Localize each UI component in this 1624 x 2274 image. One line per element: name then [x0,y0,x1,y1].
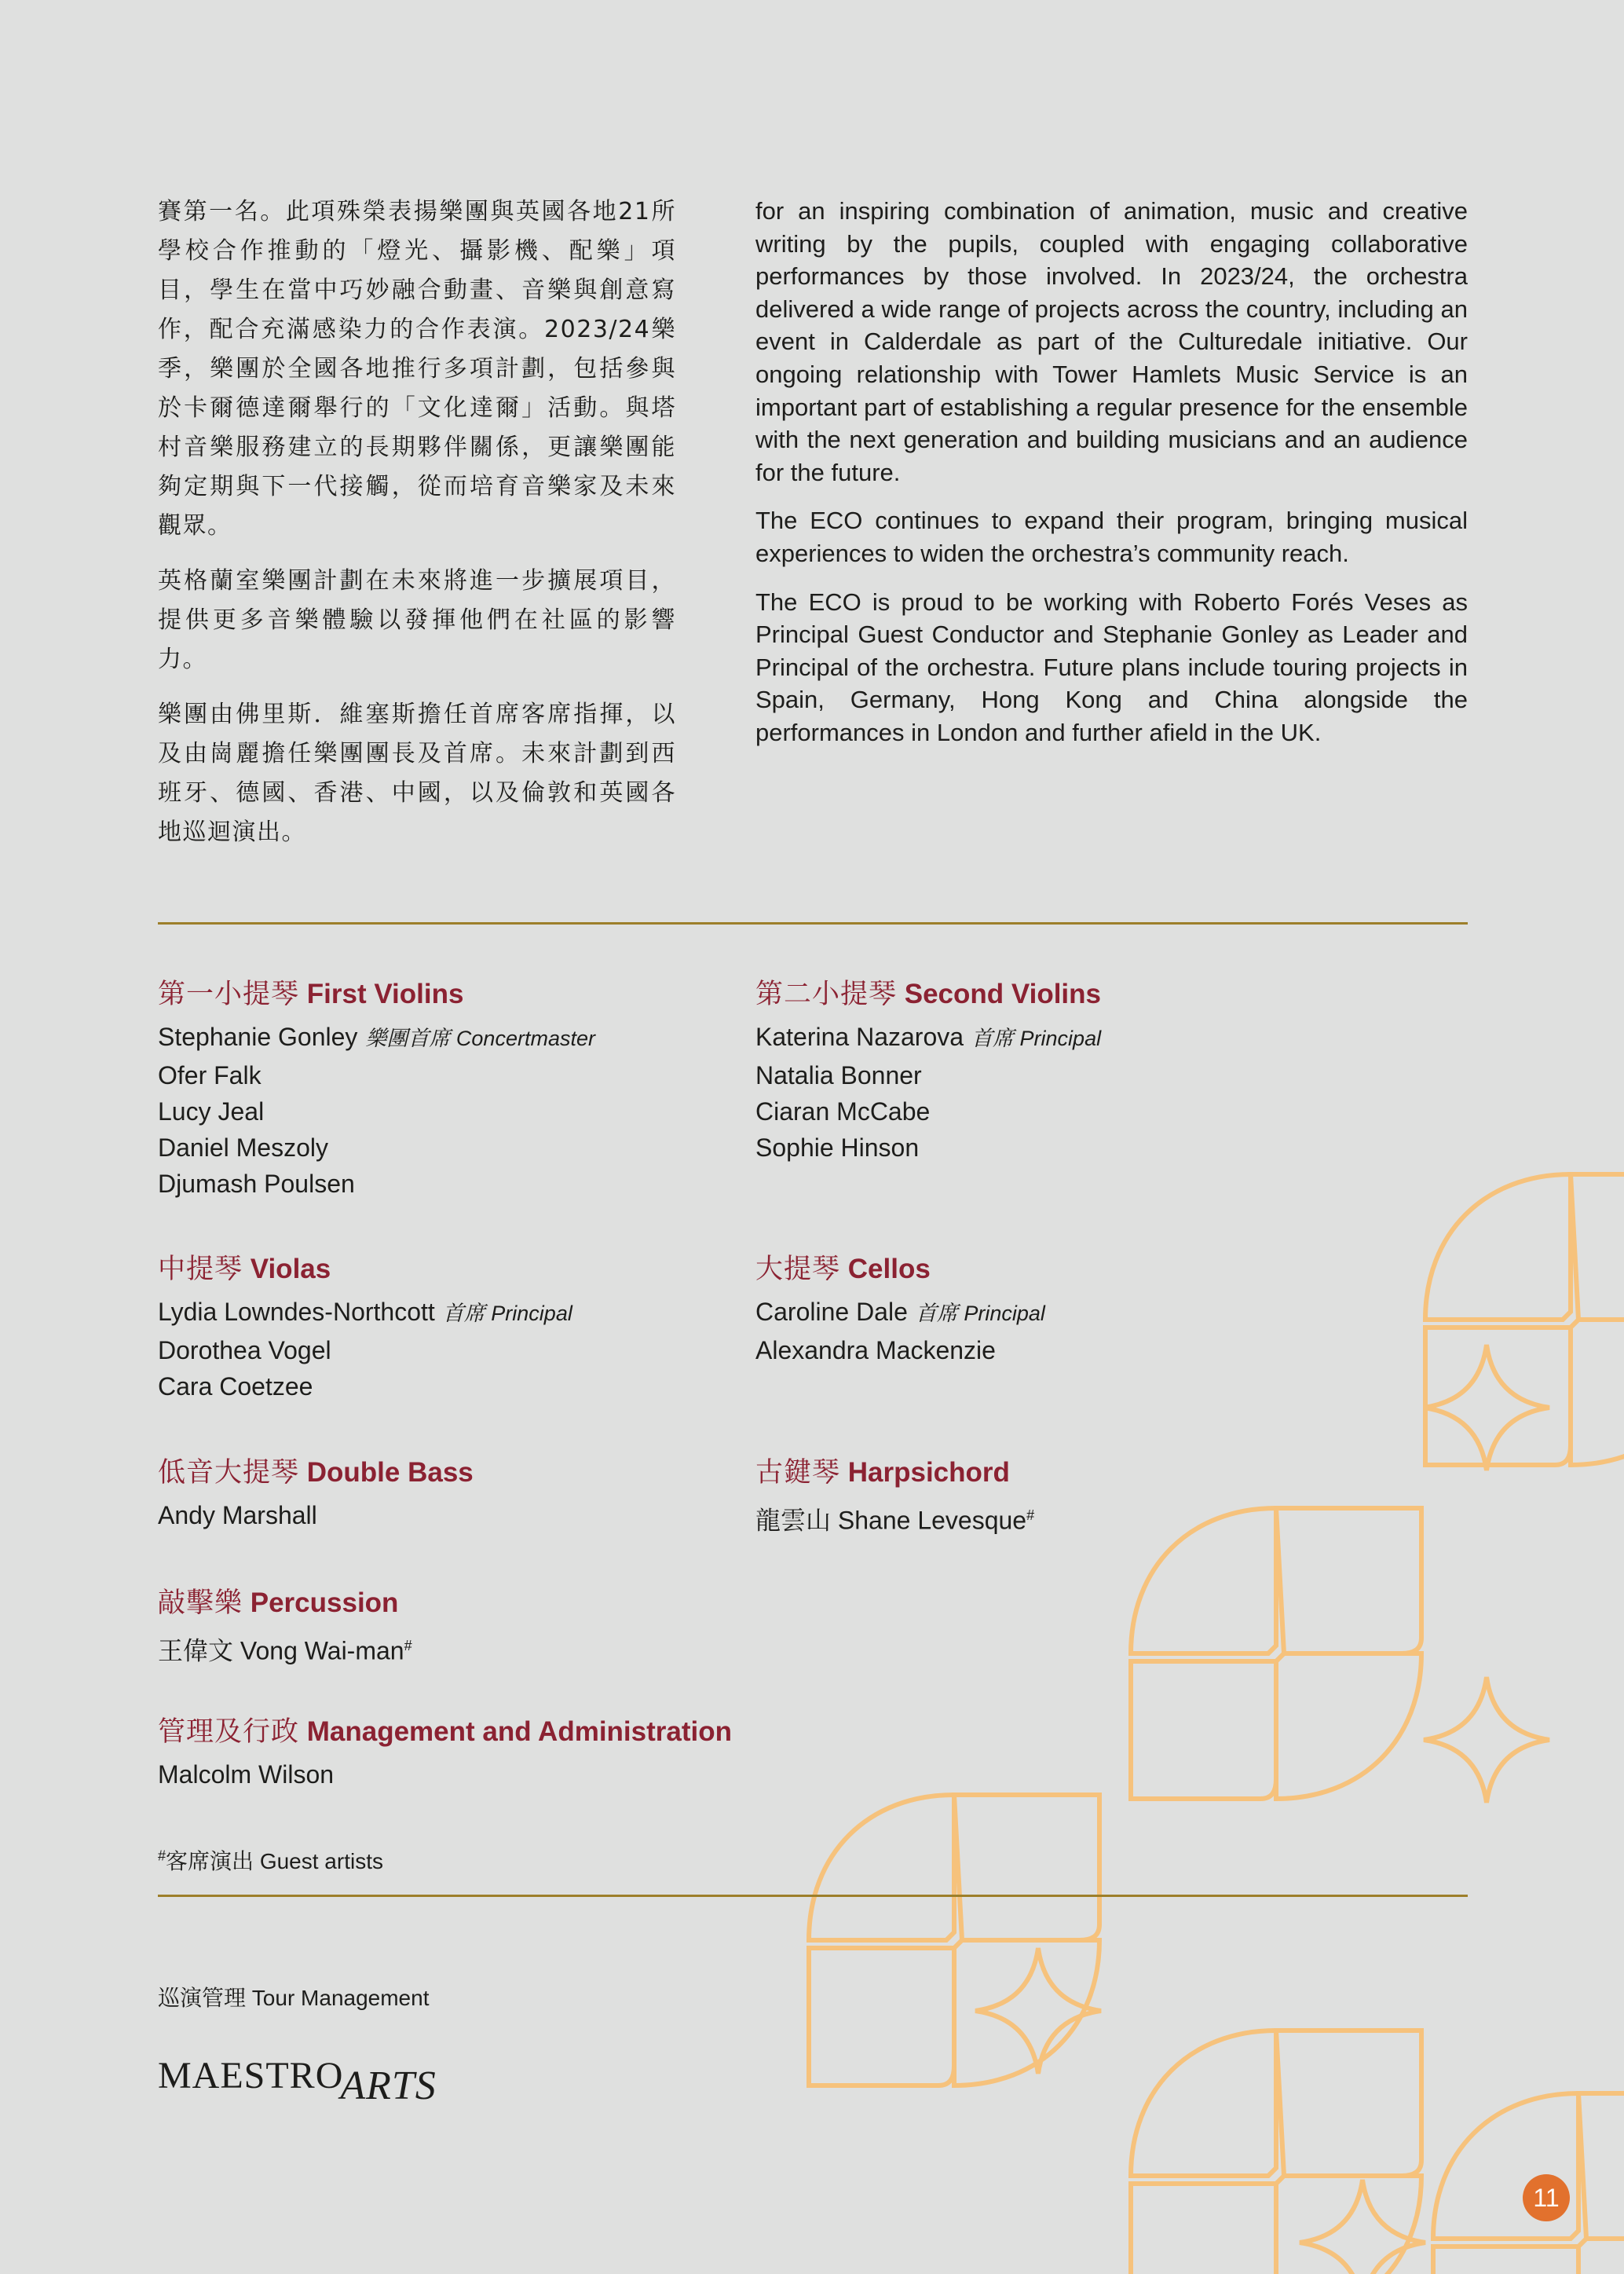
member-name: Stephanie Gonley 樂團首席 Concertmaster [158,1023,595,1051]
member-name: Ciaran McCabe [755,1097,931,1126]
section-double-bass [158,1455,474,1533]
member-name: 龍雲山 Shane Levesque# [755,1506,1035,1535]
page-number-badge: 11 [1523,2174,1570,2221]
english-paragraph: for an inspiring combination of animation, music and creative writing by the pupils, coupled with engaging collaborative performances by those involved. In 2023/24, the orchestra delivered a wide range of projects across the country, including an event in Calderdale as part of the Culturedale initiative. Our ongoing relationship with Tower Hamlets Music Service is an important part of establishing a regular presence for the ensemble with the next generation and building musicians and an audience for the future. [755,197,1468,486]
section-title: 低音大提琴 Double Bass [158,1457,474,1489]
chinese-paragraph: 賽第一名。此項殊榮表揚樂團與英國各地21所學校合作推動的「燈光、攝影機、配樂」項目，學生在當中巧妙融合動畫、音樂與創意寫作，配合充滿感染力的合作表演。2023/24樂季，樂團於全國各地推行多項計劃，包括參與於卡爾德達爾舉行的「文化達爾」活動。與塔村音樂服務建立的長期夥伴關係，更讓樂團能夠定期與下一代接觸，從而培育音樂家及未來觀眾。 [158,198,676,540]
section-title: 中提琴 Violas [158,1254,331,1285]
maestro-arts-logo: MAESTROARTS [158,2055,437,2108]
section-title: 第二小提琴 Second Violins [755,979,1101,1010]
member-name: Caroline Dale 首席 Principal [755,1298,1045,1326]
guest-artists-footnote: #客席演出 Guest artists [158,1847,383,1874]
member-name: Daniel Meszoly [158,1133,328,1162]
section-first-violins [158,976,595,1202]
section-title: 大提琴 Cellos [755,1254,931,1285]
member-name: Lydia Lowndes-Northcott 首席 Principal [158,1298,572,1326]
section-title: 敲擊樂 Percussion [158,1587,399,1619]
divider-bottom [158,1895,1468,1897]
section-harpsichord [755,1455,1034,1539]
english-paragraph: The ECO continues to expand their program, bringing musical experiences to widen the orchestra’s community reach. [755,507,1468,567]
member-name: Dorothea Vogel [158,1336,331,1364]
role-label: 樂團首席 Concertmaster [365,1027,595,1051]
section-management [158,1714,732,1792]
section-percussion [158,1585,412,1669]
member-name: Djumash Poulsen [158,1170,355,1198]
member-name: Alexandra Mackenzie [755,1336,996,1364]
member-name: Malcolm Wilson [158,1760,335,1789]
member-name: Andy Marshall [158,1501,317,1529]
chinese-text-column [158,192,676,868]
member-name: Cara Coetzee [158,1372,313,1401]
section-second-violins [755,976,1101,1166]
member-name: Ofer Falk [158,1061,262,1089]
member-name: Lucy Jeal [158,1097,265,1126]
role-label: 首席 Principal [442,1302,572,1326]
guest-mark: # [404,1638,412,1653]
member-name: Katerina Nazarova 首席 Principal [755,1023,1102,1051]
role-label: 首席 Principal [915,1302,1045,1326]
section-title: 管理及行政 Management and Administration [158,1716,733,1748]
section-cellos [755,1251,1045,1368]
role-label: 首席 Principal [971,1027,1102,1051]
divider-top [158,922,1468,925]
member-name: Natalia Bonner [755,1061,922,1089]
guest-mark: # [1026,1507,1035,1523]
member-name: Sophie Hinson [755,1133,920,1162]
section-title: 第一小提琴 First Violins [158,979,464,1010]
chinese-paragraph: 英格蘭室樂團計劃在未來將進一步擴展項目，提供更多音樂體驗以發揮他們在社區的影響力。 [158,567,676,673]
section-violas [158,1251,572,1404]
tour-management-label: 巡演管理 Tour Management [158,1985,430,2011]
english-paragraph: The ECO is proud to be working with Roberto Forés Veses as Principal Guest Conductor and Stephanie Gonley as Leader and Principal of the orchestra. Future plans include touring projects in Spain, Germany, Hong Kong and China alongside the performances in London and further afield in the UK. [755,588,1468,746]
english-text-column [755,195,1468,765]
section-title: 古鍵琴 Harpsichord [755,1457,1010,1489]
member-name: 王偉文 Vong Wai-man# [158,1636,412,1665]
chinese-paragraph: 樂團由佛里斯．維塞斯擔任首席客席指揮，以及由崗麗擔任樂團團長及首席。未來計劃到西班牙、德國、香港、中國，以及倫敦和英國各地巡迴演出。 [158,701,676,846]
